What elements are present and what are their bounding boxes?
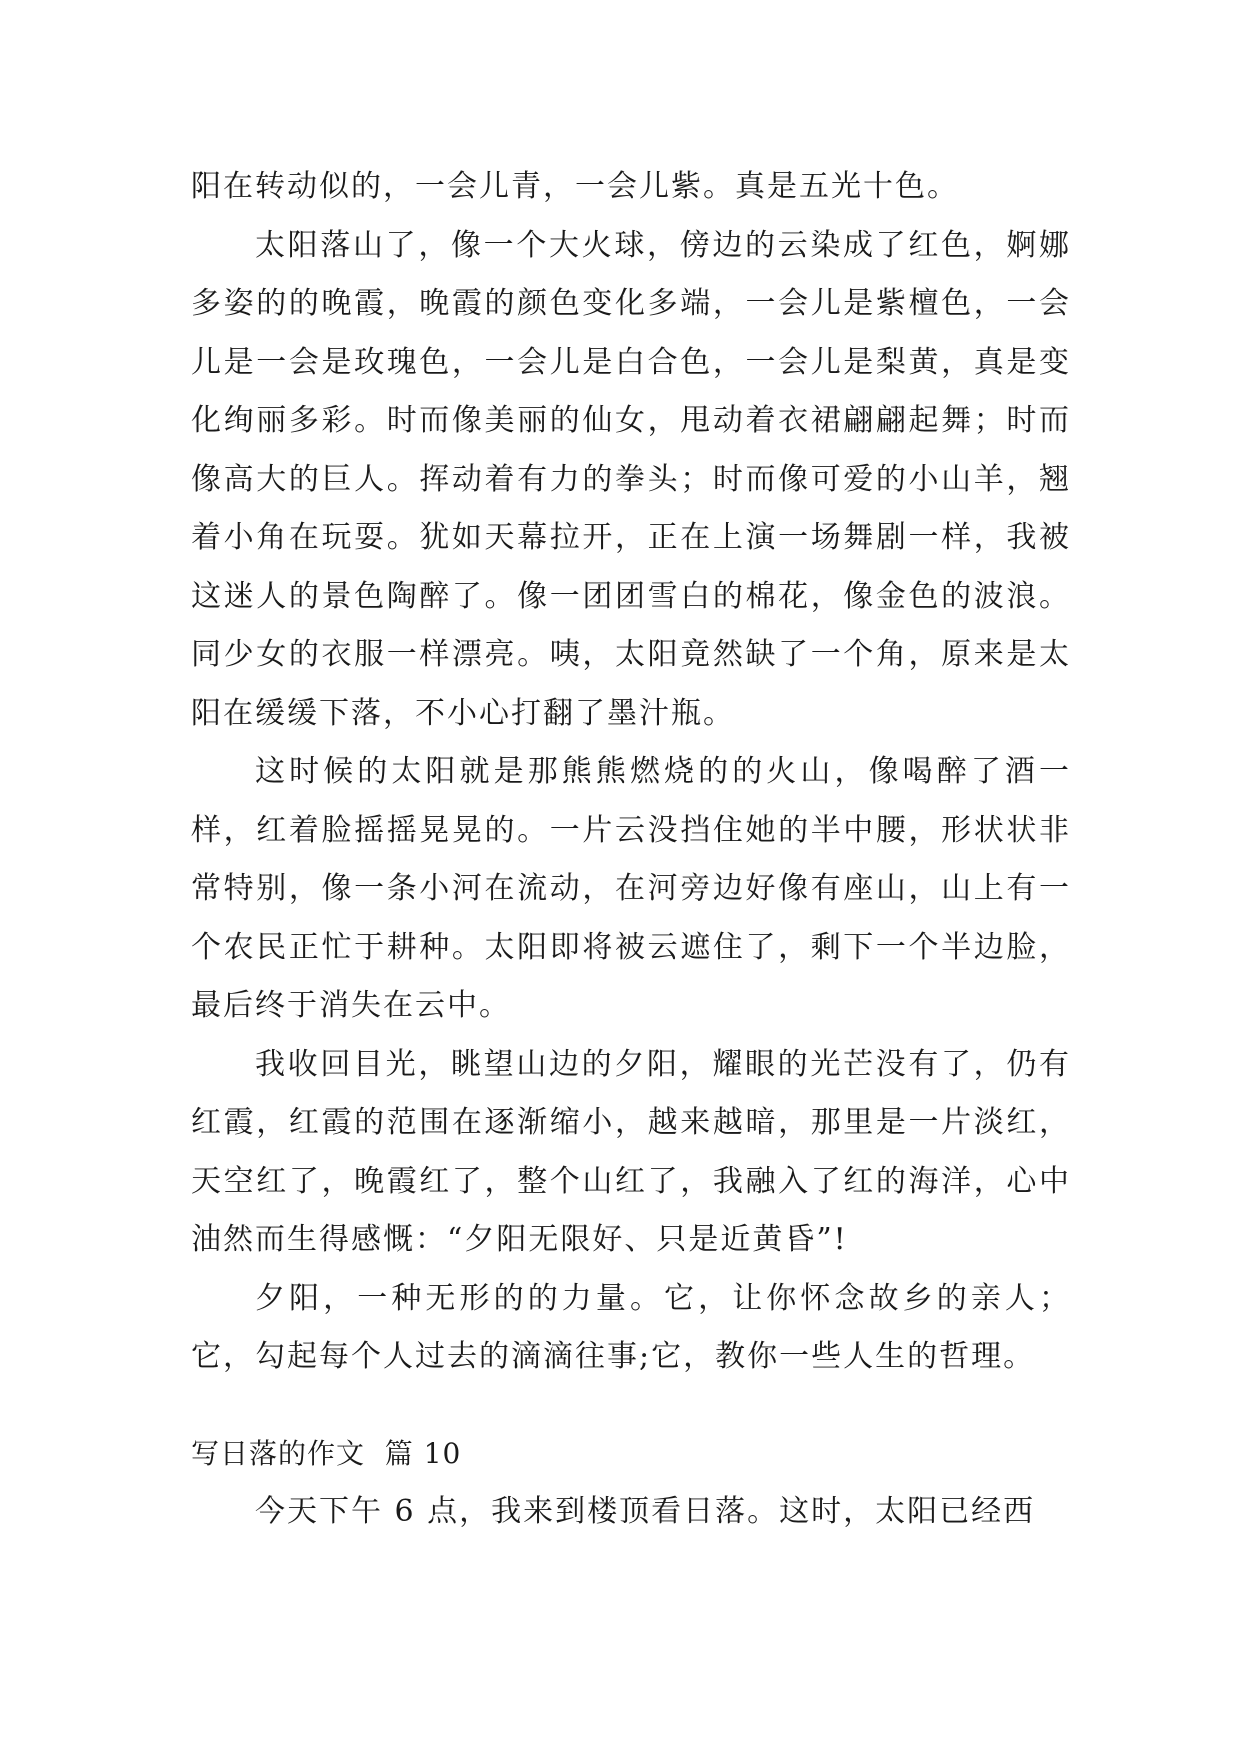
paragraph-2: 太阳落山了，像一个大火球，傍边的云染成了红色，婀娜多姿的的晚霞，晚霞的颜色变化多端，一会儿是紫檀色，一会儿是一会是玫瑰色，一会儿是白合色，一会儿是梨黄，真是变化绚丽多彩。时而像美丽的仙女，甩动着衣裙翩翩起舞；时而像高大的巨人。挥动着有力的拳头；时而像可爱的小山羊，翘着小角在玩耍。犹如天幕拉开，正在上演一场舞剧一样，我被这迷人的景色陶醉了。像一团团雪白的棉花，像金色的波浪。同少女的衣服一样漂亮。咦，太阳竟然缺了一个角，原来是太阳在缓缓下落，不小心打翻了墨汁瓶。: [191, 227, 1071, 731]
paragraph-4: 我收回目光，眺望山边的夕阳，耀眼的光芒没有了，仍有红霞，红霞的范围在逐渐缩小，越来越暗，那里是一片淡红，天空红了，晚霞红了，整个山红了，我融入了红的海洋，心中油然而生得感慨：“夕阳无限好、只是近黄昏”!: [191, 1046, 1071, 1257]
section-heading: 写日落的作文 篇 10: [191, 1436, 462, 1470]
paragraph-1: 阳在转动似的，一会儿青，一会儿紫。真是五光十色。: [191, 169, 959, 204]
paragraph-3: 这时候的太阳就是那熊熊燃烧的的火山，像喝醉了酒一样，红着脸摇摇晃晃的。一片云没挡住她的半中腰，形状状非常特别，像一条小河在流动，在河旁边好像有座山，山上有一个农民正忙于耕种。太阳即将被云遮住了，剩下一个半边脸，最后终于消失在云中。: [191, 754, 1071, 1023]
paragraph-6: 今天下午 6 点，我来到楼顶看日落。这时，太阳已经西: [255, 1493, 1036, 1529]
document-body: [191, 158, 1071, 1541]
paragraph-5: 夕阳，一种无形的的力量。它，让你怀念故乡的亲人；它，勾起每个人过去的滴滴往事;它，教你一些人生的哲理。: [191, 1280, 1071, 1374]
